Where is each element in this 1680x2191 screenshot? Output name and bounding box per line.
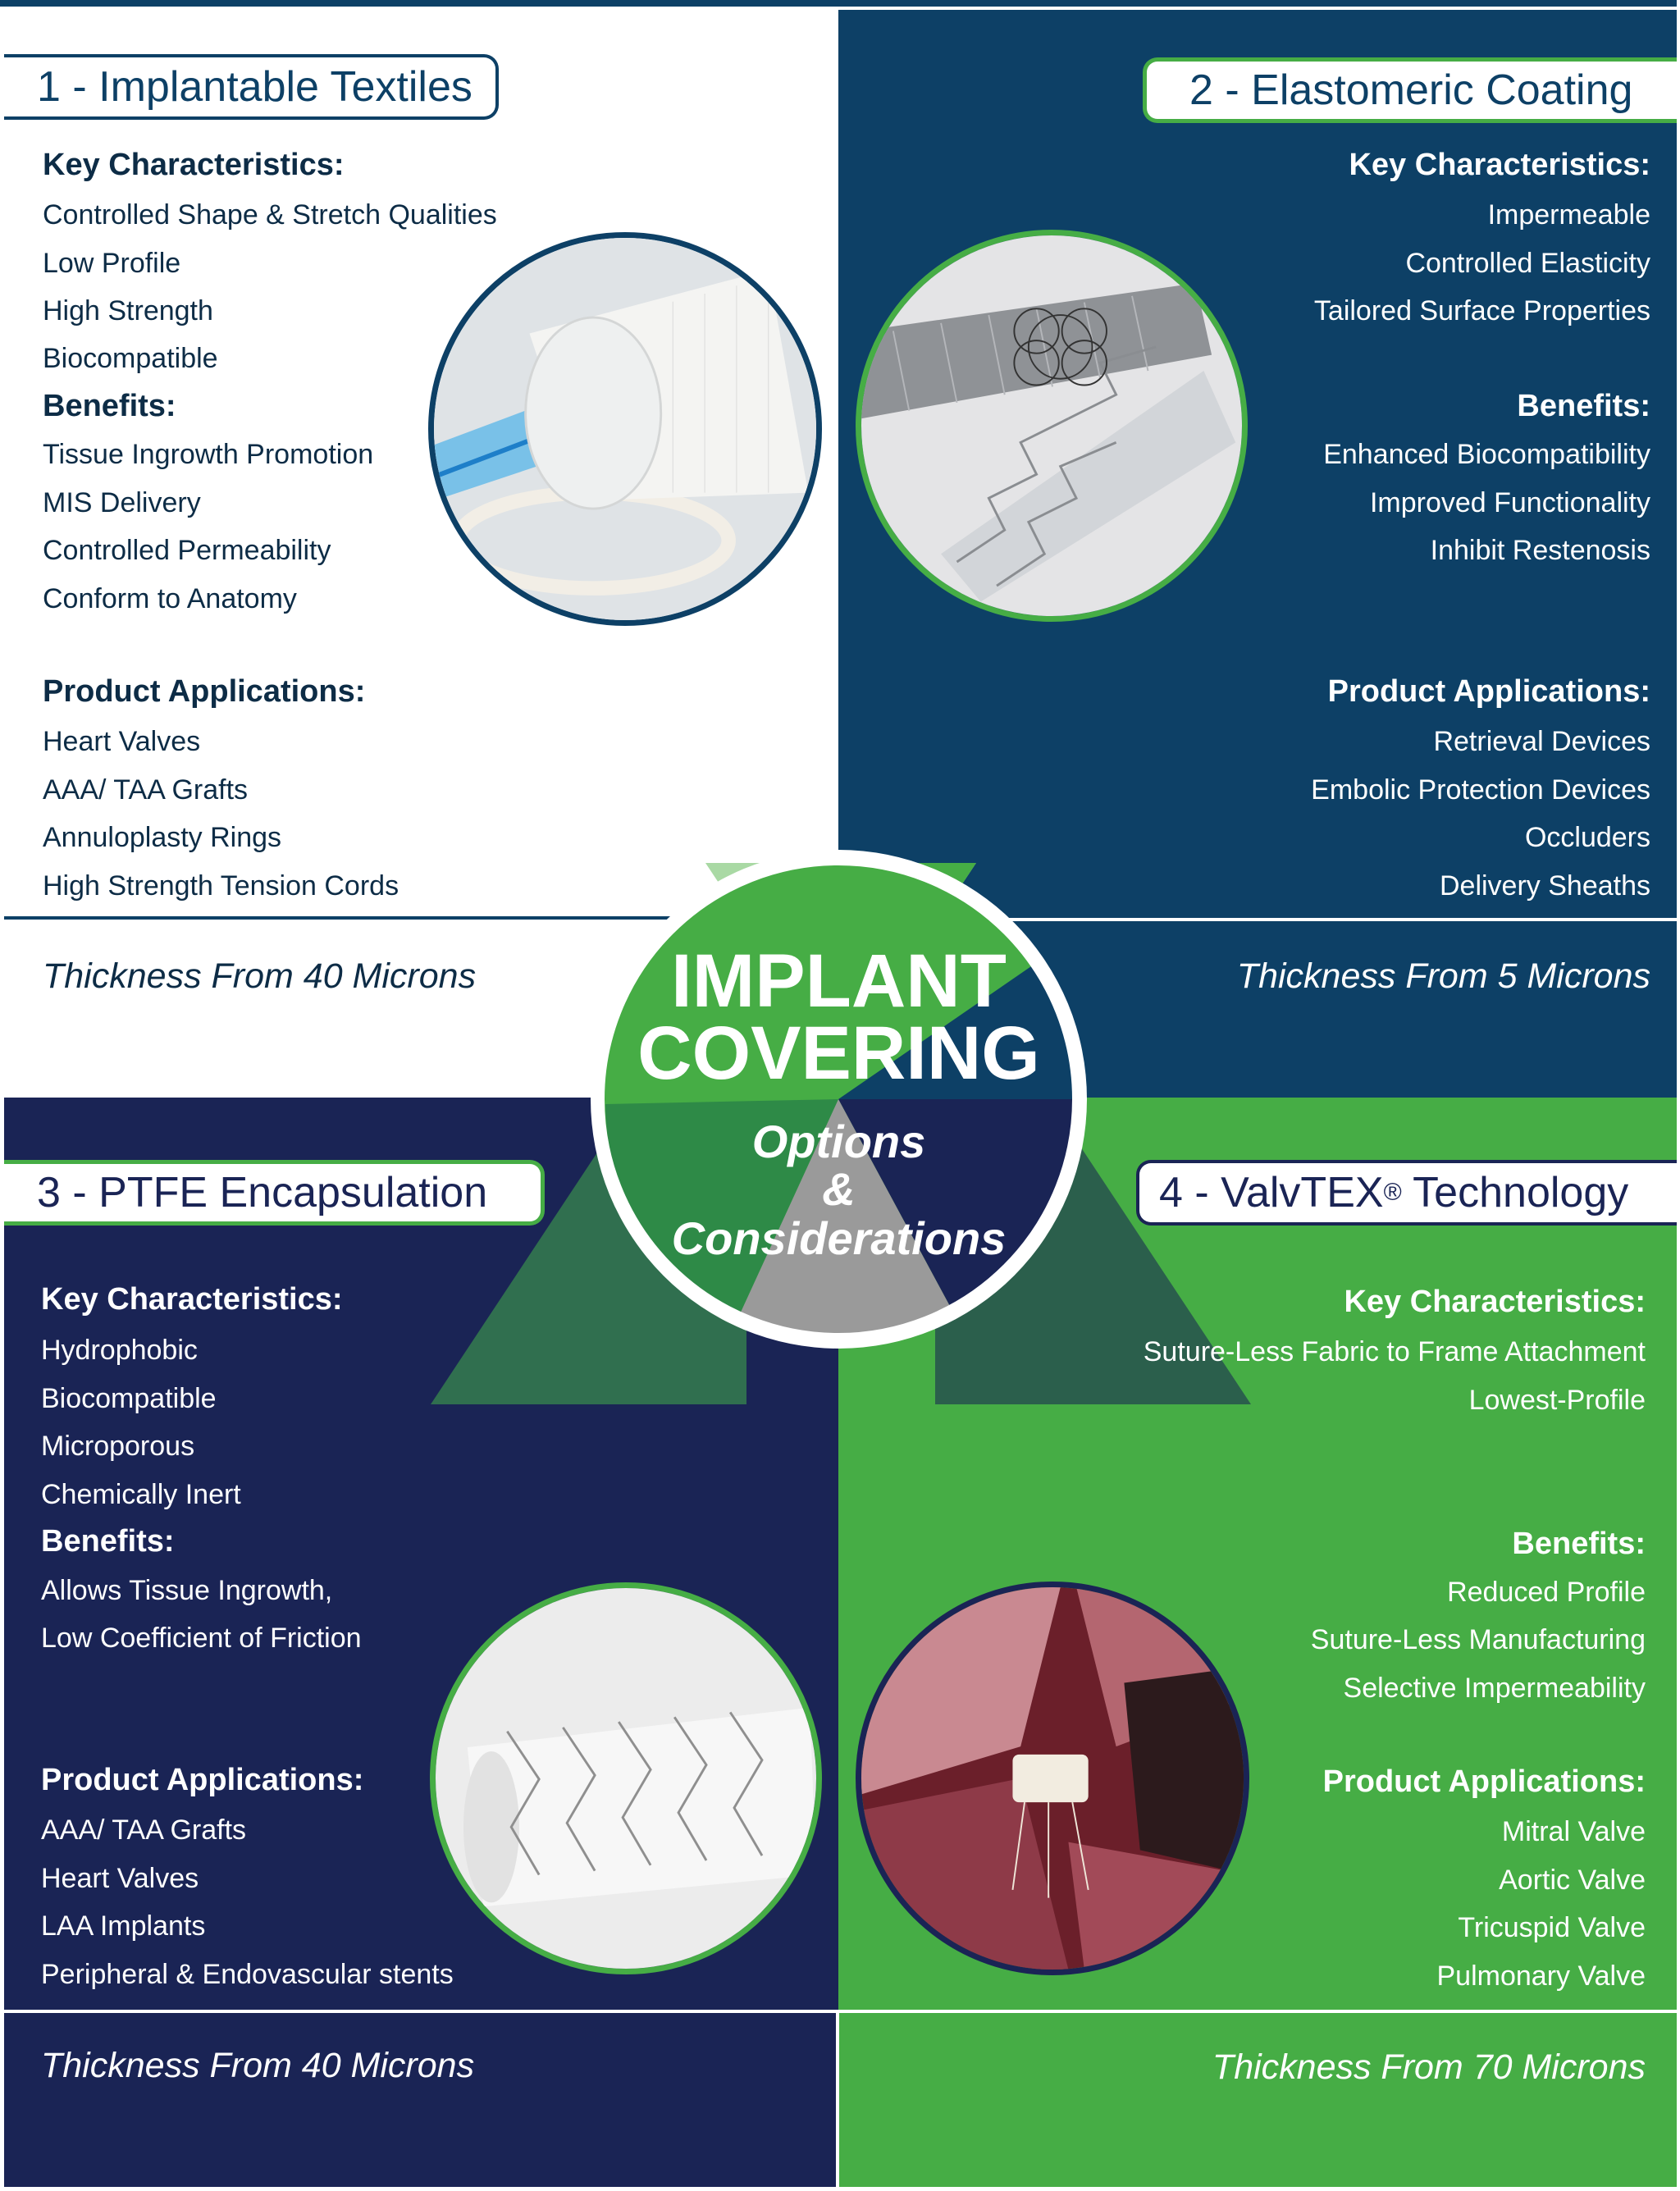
section-2-key-item: Impermeable xyxy=(1487,199,1650,231)
section-2-title-pill xyxy=(1143,57,1677,123)
section-4-app-item: Pulmonary Valve xyxy=(1436,1960,1646,1992)
section-3-key-heading: Key Characteristics: xyxy=(41,1282,343,1317)
section-4-title: 4 - ValvTEX xyxy=(1159,1169,1384,1216)
center-subtitle-considerations: Considerations xyxy=(671,1212,1007,1264)
section-4-benefits-heading: Benefits: xyxy=(1512,1527,1646,1561)
coated-stent-photo xyxy=(856,230,1248,622)
section-1-key-item: Biocompatible xyxy=(43,343,218,374)
section-4-benefit-item: Suture-Less Manufacturing xyxy=(1310,1624,1646,1655)
section-1-benefit-item: Conform to Anatomy xyxy=(43,583,297,614)
center-subtitle-ampersand: & xyxy=(822,1163,856,1215)
section-1-benefit-item: MIS Delivery xyxy=(43,487,201,518)
section-1-title-pill xyxy=(4,54,499,120)
section-1-app-item: AAA/ TAA Grafts xyxy=(43,774,249,806)
section-4-key-heading: Key Characteristics: xyxy=(1344,1285,1646,1319)
section-4-benefit-item: Reduced Profile xyxy=(1447,1577,1646,1608)
section-2-benefit-item: Enhanced Biocompatibility xyxy=(1323,439,1650,470)
section-4-app-item: Aortic Valve xyxy=(1499,1865,1646,1896)
center-title-line2: COVERING xyxy=(637,1011,1040,1095)
section-3-key-item: Biocompatible xyxy=(41,1383,217,1414)
section-4-key-item: Suture-Less Fabric to Frame Attachment xyxy=(1143,1336,1646,1367)
section-4-thickness: Thickness From 70 Microns xyxy=(1212,2047,1646,2087)
top-border xyxy=(0,0,1680,7)
section-3-benefit-item: Allows Tissue Ingrowth, xyxy=(41,1575,333,1606)
section-2-app-item: Retrieval Devices xyxy=(1433,726,1650,757)
section-4-benefit-item: Selective Impermeability xyxy=(1343,1673,1646,1704)
section-1-title: 1 - Implantable Textiles xyxy=(37,63,472,111)
divider-q3 xyxy=(4,2010,838,2013)
section-1-benefit-item: Tissue Ingrowth Promotion xyxy=(43,439,374,470)
bottom-edge xyxy=(0,2187,1680,2191)
right-edge xyxy=(1677,0,1680,2191)
section-3-app-item: AAA/ TAA Grafts xyxy=(41,1814,247,1846)
section-3-app-item: Heart Valves xyxy=(41,1863,199,1894)
divider-q4 xyxy=(838,2010,1677,2013)
section-1-key-item: High Strength xyxy=(43,295,213,326)
section-2-key-item: Controlled Elasticity xyxy=(1405,248,1650,279)
section-3-title: 3 - PTFE Encapsulation xyxy=(37,1169,488,1216)
section-3-thickness: Thickness From 40 Microns xyxy=(41,2046,475,2085)
section-2-benefit-item: Improved Functionality xyxy=(1369,487,1650,518)
section-2-benefits-heading: Benefits: xyxy=(1517,389,1650,423)
section-2-app-item: Embolic Protection Devices xyxy=(1311,774,1650,806)
section-1-key-item: Controlled Shape & Stretch Qualities xyxy=(43,199,497,231)
left-edge-q3 xyxy=(0,1098,4,2187)
section-4-key-item: Lowest-Profile xyxy=(1468,1385,1646,1416)
section-4-title-tail: Technology xyxy=(1401,1169,1629,1216)
section-3-benefit-item: Low Coefficient of Friction xyxy=(41,1623,362,1654)
section-3-app-item: LAA Implants xyxy=(41,1910,206,1942)
section-1-apps-heading: Product Applications: xyxy=(43,674,366,709)
section-4-title-pill xyxy=(1136,1160,1677,1226)
section-3-key-item: Chemically Inert xyxy=(41,1479,241,1510)
section-1-benefits-heading: Benefits: xyxy=(43,389,176,423)
section-3-key-item: Microporous xyxy=(41,1431,195,1462)
textile-tube-photo xyxy=(428,232,822,626)
section-2-key-item: Tailored Surface Properties xyxy=(1313,295,1650,326)
section-4-apps-heading: Product Applications: xyxy=(1322,1764,1646,1799)
center-title-line1: IMPLANT xyxy=(671,939,1007,1023)
section-4-app-item: Mitral Valve xyxy=(1501,1816,1646,1847)
section-1-thickness: Thickness From 40 Microns xyxy=(43,956,477,996)
section-1-app-item: Annuloplasty Rings xyxy=(43,822,282,853)
ptfe-stent-graft-photo xyxy=(430,1582,822,1974)
section-2-apps-heading: Product Applications: xyxy=(1327,674,1650,709)
section-4-title-registered-mark: ® xyxy=(1383,1179,1402,1206)
section-3-app-item: Peripheral & Endovascular stents xyxy=(41,1959,454,1990)
center-circle xyxy=(591,850,1087,1349)
center-subtitle-options: Options xyxy=(751,1116,926,1167)
section-3-title-pill xyxy=(4,1160,545,1226)
section-2-benefit-item: Inhibit Restenosis xyxy=(1430,535,1650,566)
heart-valve-anatomy-photo xyxy=(856,1582,1249,1975)
section-2-title: 2 - Elastomeric Coating xyxy=(1189,66,1633,114)
vertical-divider-bottom xyxy=(836,2010,839,2187)
section-4-app-item: Tricuspid Valve xyxy=(1458,1912,1646,1943)
section-3-apps-heading: Product Applications: xyxy=(41,1763,364,1797)
section-3-benefits-heading: Benefits: xyxy=(41,1524,175,1559)
section-2-key-heading: Key Characteristics: xyxy=(1349,148,1650,182)
section-3-key-item: Hydrophobic xyxy=(41,1335,198,1366)
section-2-thickness: Thickness From 5 Microns xyxy=(1236,956,1650,996)
section-1-benefit-item: Controlled Permeability xyxy=(43,535,331,566)
section-2-app-item: Delivery Sheaths xyxy=(1439,870,1650,902)
section-1-app-item: Heart Valves xyxy=(43,726,201,757)
section-1-app-item: High Strength Tension Cords xyxy=(43,870,399,902)
section-2-app-item: Occluders xyxy=(1524,822,1650,853)
section-1-key-heading: Key Characteristics: xyxy=(43,148,345,182)
section-1-key-item: Low Profile xyxy=(43,248,181,279)
